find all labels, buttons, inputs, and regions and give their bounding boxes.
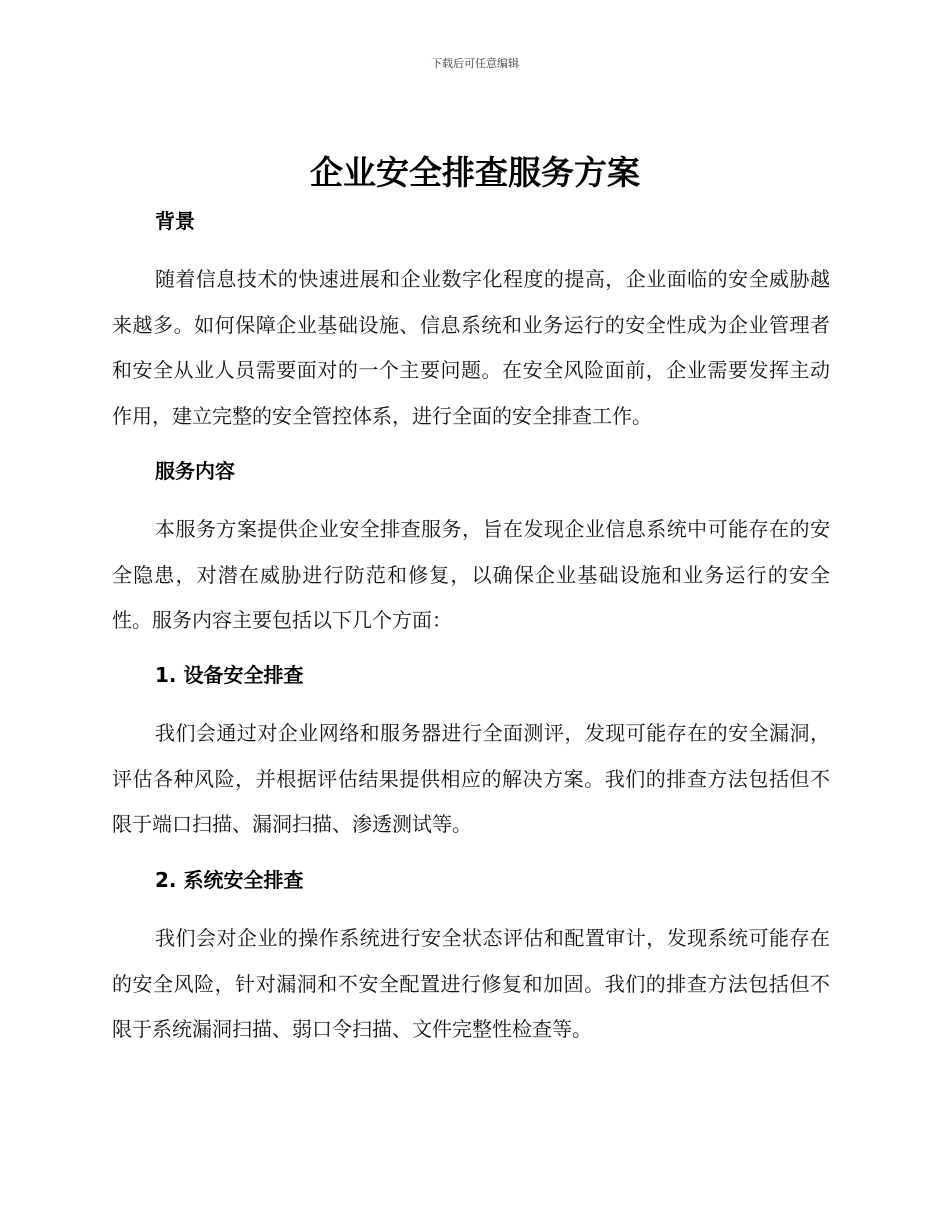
section-paragraph-system-security: 我们会对企业的操作系统进行安全状态评估和配置审计，发现系统可能存在的安全风险，针对漏洞和不安全配置进行修复和加固。我们的排查方法包括但不限于系统漏洞扫描、弱口令扫描、文件完整性检查等。 [112,926,830,1041]
section-heading-background: 背景 [155,209,195,233]
header-note: 下载后可任意编辑 [431,57,519,70]
section-heading-service-content: 服务内容 [155,459,235,483]
section-heading-system-security: 2. 系统安全排查 [155,868,304,892]
document-title: 企业安全排查服务方案 [310,153,640,192]
section-paragraph-service-content: 本服务方案提供企业安全排查服务，旨在发现企业信息系统中可能存在的安全隐患，对潜在威胁进行防范和修复，以确保企业基础设施和业务运行的安全性。服务内容主要包括以下几个方面： [112,517,830,632]
section-paragraph-background: 随着信息技术的快速进展和企业数字化程度的提高，企业面临的安全威胁越来越多。如何保障企业基础设施、信息系统和业务运行的安全性成为企业管理者和安全从业人员需要面对的一个主要问题。在安全风险面前，企业需要发挥主动作用，建立完整的安全管控体系，进行全面的安全排查工作。 [112,267,830,428]
section-heading-device-security: 1. 设备安全排查 [155,663,304,687]
section-paragraph-device-security: 我们会通过对企业网络和服务器进行全面测评，发现可能存在的安全漏洞，评估各种风险，并根据评估结果提供相应的解决方案。我们的排查方法包括但不限于端口扫描、漏洞扫描、渗透测试等。 [112,721,830,836]
